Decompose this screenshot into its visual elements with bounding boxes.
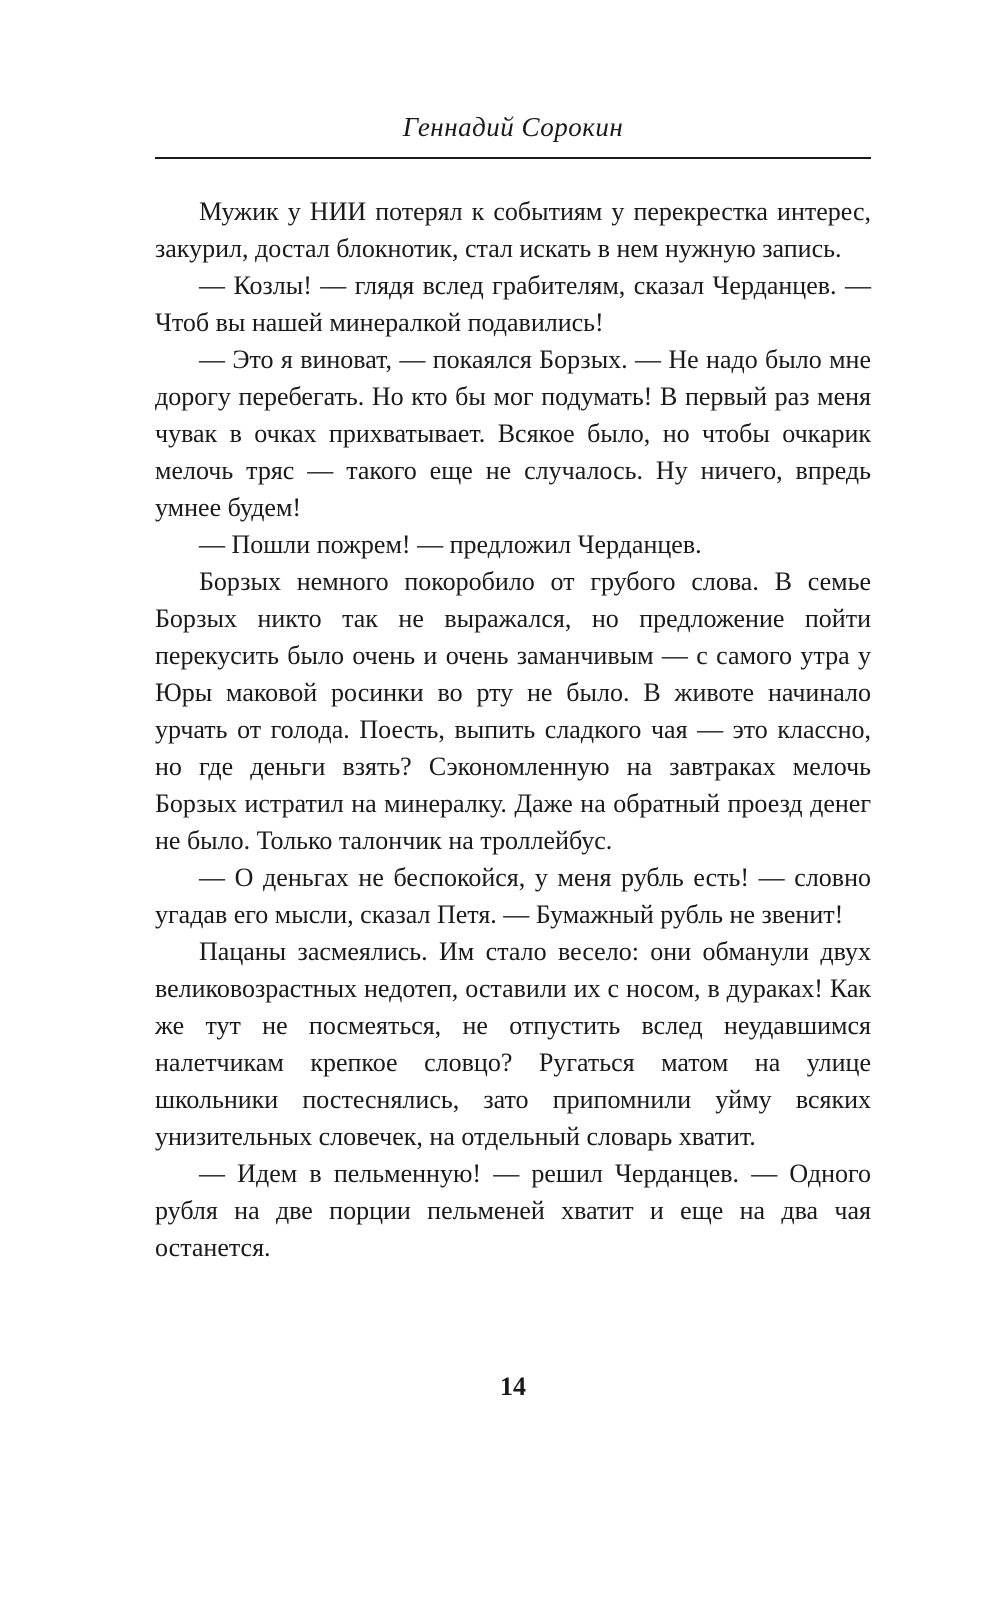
header-rule xyxy=(155,157,871,159)
page-number: 14 xyxy=(500,1372,526,1401)
paragraph: — О деньгах не беспокойся, у меня рубль есть! — словно угадав его мысли, сказал Петя. — Бумажный рубль не звенит! xyxy=(155,863,871,929)
body-text xyxy=(155,193,871,1266)
paragraph: Мужик у НИИ потерял к событиям у перекрестка интерес, закурил, достал блокнотик, стал искать в нем нужную запись. xyxy=(155,197,871,263)
running-header: Геннадий Сорокин xyxy=(402,112,624,142)
paragraph: — Это я виноват, — покаялся Борзых. — Не надо было мне дорогу перебегать. Но кто бы мог подумать! В первый раз меня чувак в очках прихватывает. Всякое было, но чтобы очкарик мелочь тряс — такого еще не случалось. Ну ничего, впредь умнее будем! xyxy=(155,345,871,522)
paragraph: — Козлы! — глядя вслед грабителям, сказал Черданцев. — Чтоб вы нашей минералкой подавились! xyxy=(155,271,871,337)
paragraph: — Пошли пожрем! — предложил Черданцев. xyxy=(199,530,702,559)
paragraph: Пацаны засмеялись. Им стало весело: они обманули двух великовозрастных недотеп, оставили их с носом, в дураках! Как же тут не посмеяться, не отпустить вслед неудавшимся налетчикам крепкое словцо? Ругаться матом на улице школьники постеснялись, зато припомнили уйму всяких унизительных словечек, на отдельный словарь хватит. xyxy=(155,937,871,1151)
paragraph: Борзых немного покоробило от грубого слова. В семье Борзых никто так не выражался, но предложение пойти перекусить было очень и очень заманчивым — с самого утра у Юры маковой росинки во рту не было. В животе начинало урчать от голода. Поесть, выпить сладкого чая — это классно, но где деньги взять? Сэкономленную на завтраках мелочь Борзых истратил на минералку. Даже на обратный проезд денег не было. Только талончик на троллейбус. xyxy=(155,567,871,855)
book-page xyxy=(155,112,871,1266)
paragraph: — Идем в пельменную! — решил Черданцев. — Одного рубля на две порции пельменей хватит и еще на два чая останется. xyxy=(155,1159,871,1262)
